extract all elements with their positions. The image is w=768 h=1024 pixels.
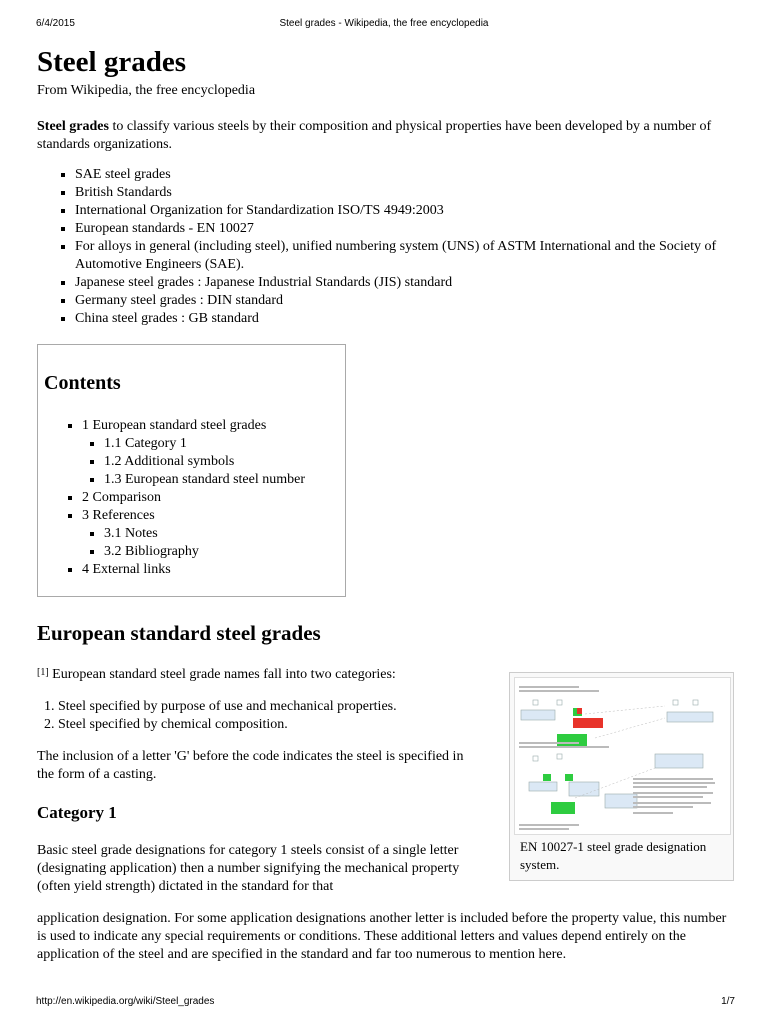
standards-item[interactable]: ▪ British Standards <box>75 184 717 202</box>
standards-item[interactable]: ▪ European standards - EN 10027 <box>75 220 717 238</box>
print-footer <box>0 996 768 1010</box>
print-date: 6/4/2015 <box>36 18 75 29</box>
intro-paragraph <box>37 118 717 154</box>
standards-item[interactable]: ▪ Germany steel grades : DIN standard <box>75 292 717 310</box>
section-lead <box>37 666 482 684</box>
standards-item[interactable]: ▪ China steel grades : GB standard <box>75 310 717 328</box>
toc-item-steel-number[interactable]: ▪ 1.3 European standard steel number <box>104 471 305 489</box>
figure-thumbnail[interactable] <box>509 672 734 881</box>
category-paragraph-continued: application designation. For some application designations another letter is included before the property value, this number is used to indicate any special requirements or conditions. These additional letters and values depend entirely on the application of the steel and are specified in the standard and far too numerous to mention here. <box>37 911 727 962</box>
toc-item-external-links[interactable]: ▪ 4 External links <box>82 561 305 579</box>
toc-item-references[interactable]: ▪ 3 References ▪ 3.1 Notes ▪ 3.2 Bibliography <box>82 507 305 561</box>
standards-list <box>37 166 717 328</box>
lead-text: European standard steel grade names fall into two categories: <box>48 667 396 682</box>
standards-item[interactable]: ▪ International Organization for Standardization ISO/TS 4949:2003 <box>75 202 717 220</box>
print-page-number: 1/7 <box>721 996 735 1007</box>
intro-text: to classify various steels by their composition and physical properties have been developed by a number of standards organizations. <box>37 119 712 152</box>
toc-item-european-standard[interactable]: ▪ 1 European standard steel grades ▪ 1.1 Category 1 ▪ 1.2 Additional symbols ▪ 1.3 European standard steel number <box>82 417 305 489</box>
category-item: 2. Steel specified by chemical composition. <box>58 716 482 734</box>
designation-diagram <box>515 678 730 834</box>
section-body <box>37 666 482 896</box>
subsection-heading-category-1: Category 1 <box>37 803 117 822</box>
print-header <box>0 18 768 32</box>
standards-item[interactable]: ▪ Japanese steel grades : Japanese Industrial Standards (JIS) standard <box>75 274 717 292</box>
standards-item[interactable]: ▪ For alloys in general (including steel), unified numbering system (UNS) of ASTM International and the Society of Automotive Engineers (SAE). <box>75 238 717 274</box>
figure-caption: EN 10027-1 steel grade designation system. <box>520 839 707 872</box>
toc-item-category-1[interactable]: ▪ 1.1 Category 1 <box>104 435 305 453</box>
category-list <box>37 698 482 734</box>
tagline: From Wikipedia, the free encyclopedia <box>37 83 256 98</box>
toc-item-comparison[interactable]: ▪ 2 Comparison <box>82 489 305 507</box>
page-title: Steel grades <box>37 46 186 78</box>
toc-list <box>62 417 305 579</box>
toc-item-bibliography[interactable]: ▪ 3.2 Bibliography <box>104 543 305 561</box>
category-paragraph: Basic steel grade designations for category 1 steels consist of a single letter (designating application) then a number signifying the mechanical property (often yield strength) dictated in the standard for that <box>37 843 460 894</box>
reference-link[interactable]: [1] <box>37 667 49 678</box>
inclusion-paragraph: The inclusion of a letter 'G' before the code indicates the steel is specified in the form of a casting. <box>37 749 464 782</box>
section-heading-european: European standard steel grades <box>37 621 321 645</box>
print-title: Steel grades - Wikipedia, the free encyclopedia <box>279 18 489 29</box>
toc-item-notes[interactable]: ▪ 3.1 Notes <box>104 525 305 543</box>
category-item: 1. Steel specified by purpose of use and mechanical properties. <box>58 698 482 716</box>
intro-bold: Steel grades <box>37 119 109 134</box>
toc-heading: Contents <box>44 372 121 394</box>
designation-diagram-image[interactable] <box>514 677 731 835</box>
standards-item[interactable]: ▪ SAE steel grades <box>75 166 717 184</box>
print-url: http://en.wikipedia.org/wiki/Steel_grades <box>36 996 215 1007</box>
toc-item-additional-symbols[interactable]: ▪ 1.2 Additional symbols <box>104 453 305 471</box>
article-header <box>37 44 717 328</box>
table-of-contents <box>37 344 346 597</box>
